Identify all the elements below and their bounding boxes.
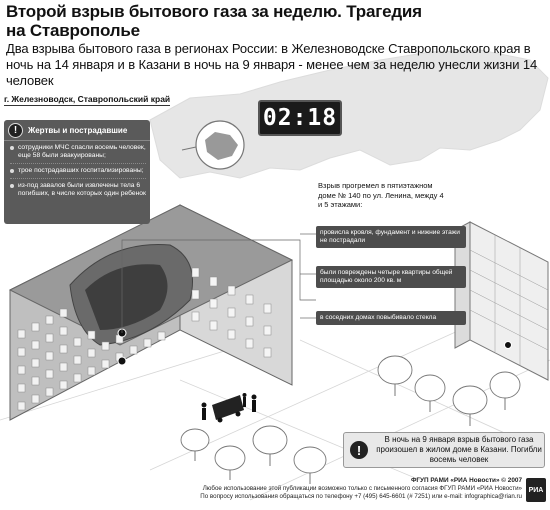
list-item: из-под завалов были извлечены тела 6 погибших, в числе которых один ребенок — [10, 182, 146, 201]
footer-line1: Любое использование этой публикации возможно только с письменного согласия ФГУП РАМИ «РИА Новости» — [202, 485, 522, 492]
emergency-van — [212, 395, 244, 423]
detail-apartments: были повреждены четыре квартиры общей площадью около 200 кв. м — [316, 266, 466, 288]
detail-roof: провисла кровля, фундамент и нижние этажи не пострадали — [316, 226, 466, 248]
page-subtitle: Два взрыва бытового газа в регионах России: в Железноводске Ставропольского края в ночь на 14 января и в Казани в ночь на 9 января - менее чем за неделю унесли жизни 14 человек — [6, 41, 538, 88]
copyright: ФГУП РАМИ «РИА Новости» © 2007 — [410, 477, 522, 484]
kazan-text: В ночь на 9 января взрыв бытового газа произошел в жилом доме в Казани. Погибли восемь человек — [376, 435, 542, 464]
victims-panel — [4, 120, 150, 224]
clock-time: 02:18 — [262, 105, 338, 131]
victims-list — [4, 141, 150, 201]
location-label: г. Железноводск, Ставропольский край — [4, 94, 171, 104]
kazan-callout — [343, 432, 545, 468]
exclamation-icon: ! — [350, 441, 368, 459]
list-item: сотрудники МЧС спасли восемь человек, еще 58 были эвакуированы; — [10, 144, 146, 164]
warning-icon: ! — [8, 123, 23, 138]
victims-header — [4, 120, 150, 141]
victims-heading: Жертвы и пострадавшие — [28, 125, 128, 135]
neighbor-building — [455, 222, 548, 380]
ria-logo: РИА — [526, 478, 546, 502]
digital-clock — [258, 100, 342, 136]
footer-line2: По вопросу использования обращаться по телефону +7 (495) 645-6601 (# 7251) или e-mail: infographica@rian.ru — [200, 493, 522, 500]
explosion-note: Взрыв прогремел в пятиэтажном доме № 140 по ул. Ленина, между 4 и 5 этажами: — [318, 181, 444, 209]
detail-windows: в соседних домах повыбивало стекла — [316, 311, 466, 325]
list-item: трое пострадавших госпитализированы; — [10, 167, 146, 179]
page-title: Второй взрыв бытового газа за неделю. Трагедия на Ставрополье — [6, 2, 422, 40]
footer — [200, 477, 522, 501]
apartment-building — [10, 205, 292, 420]
